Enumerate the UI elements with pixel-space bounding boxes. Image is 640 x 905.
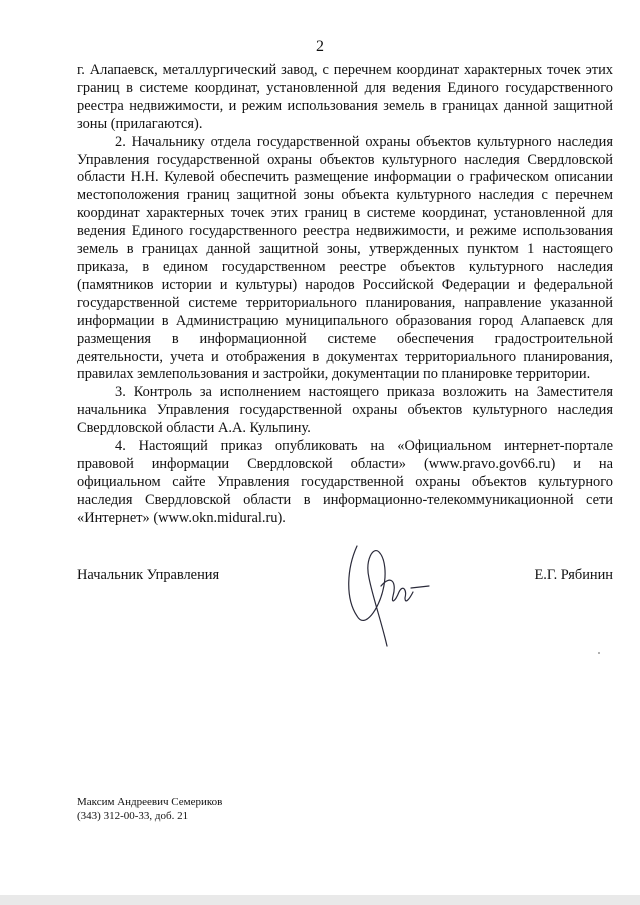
scan-bottom-edge [0, 895, 640, 905]
scan-speck [598, 652, 600, 654]
executor-name: Максим Андреевич Семериков [77, 796, 223, 808]
handwritten-signature [335, 538, 445, 648]
paragraph-2: 2. Начальнику отдела государственной охраны объектов культурного наследия Управления государственной охраны объектов культурного наследия Свердловской области Н.Н. Кулевой обеспечить размещение информации о графическом описании местоположения границ защитной зоны объекта культурного наследия с перечнем координат характерных точек этих границ в системе координат, установленной для ведения Единого государственного реестра недвижимости, и режиме использования земель в границах данной защитной зоны, утвержденных пунктом 1 настоящего приказа, в едином государственном реестре объектов культурного наследия (памятников истории и культуры) народов Российской Федерации и федеральной государственной системе территориального планирования, направление указанной информации в Администрацию муниципального образования город Алапаевск для размещения в информационной системе обеспечения градостроительной деятельности, учета и отображения в документах территориального планирования, правилах землепользования и застройки, документации по планировке территории. [77, 133, 613, 383]
signatory-name: Е.Г. Рябинин [534, 567, 613, 583]
executor-info [77, 795, 222, 823]
paragraph-4: 4. Настоящий приказ опубликовать на «Официальном интернет-портале правовой информации Свердловской области» (www.pravo.gov66.ru) и на официальном сайте Управления государственной охраны объектов культурного наследия Свердловской области в информационно-телекоммуникационной сети «Интернет» (www.okn.midural.ru). [77, 438, 613, 526]
page-number: 2 [316, 38, 324, 55]
paragraph-1-continuation: г. Алапаевск, металлургический завод, с перечнем координат характерных точек этих границ в системе координат, установленной для ведения Единого государственного реестра недвижимости, и режим использования земель в границах данной защитной зоны (прилагаются). [77, 62, 613, 132]
document-body [77, 62, 613, 528]
paragraph-3: 3. Контроль за исполнением настоящего приказа возложить на Заместителя начальника Управления государственной охраны объектов культурного наследия Свердловской области А.А. Кульпину. [77, 384, 613, 437]
executor-phone: (343) 312-00-33, доб. 21 [77, 810, 189, 822]
signatory-position: Начальник Управления [77, 567, 220, 583]
